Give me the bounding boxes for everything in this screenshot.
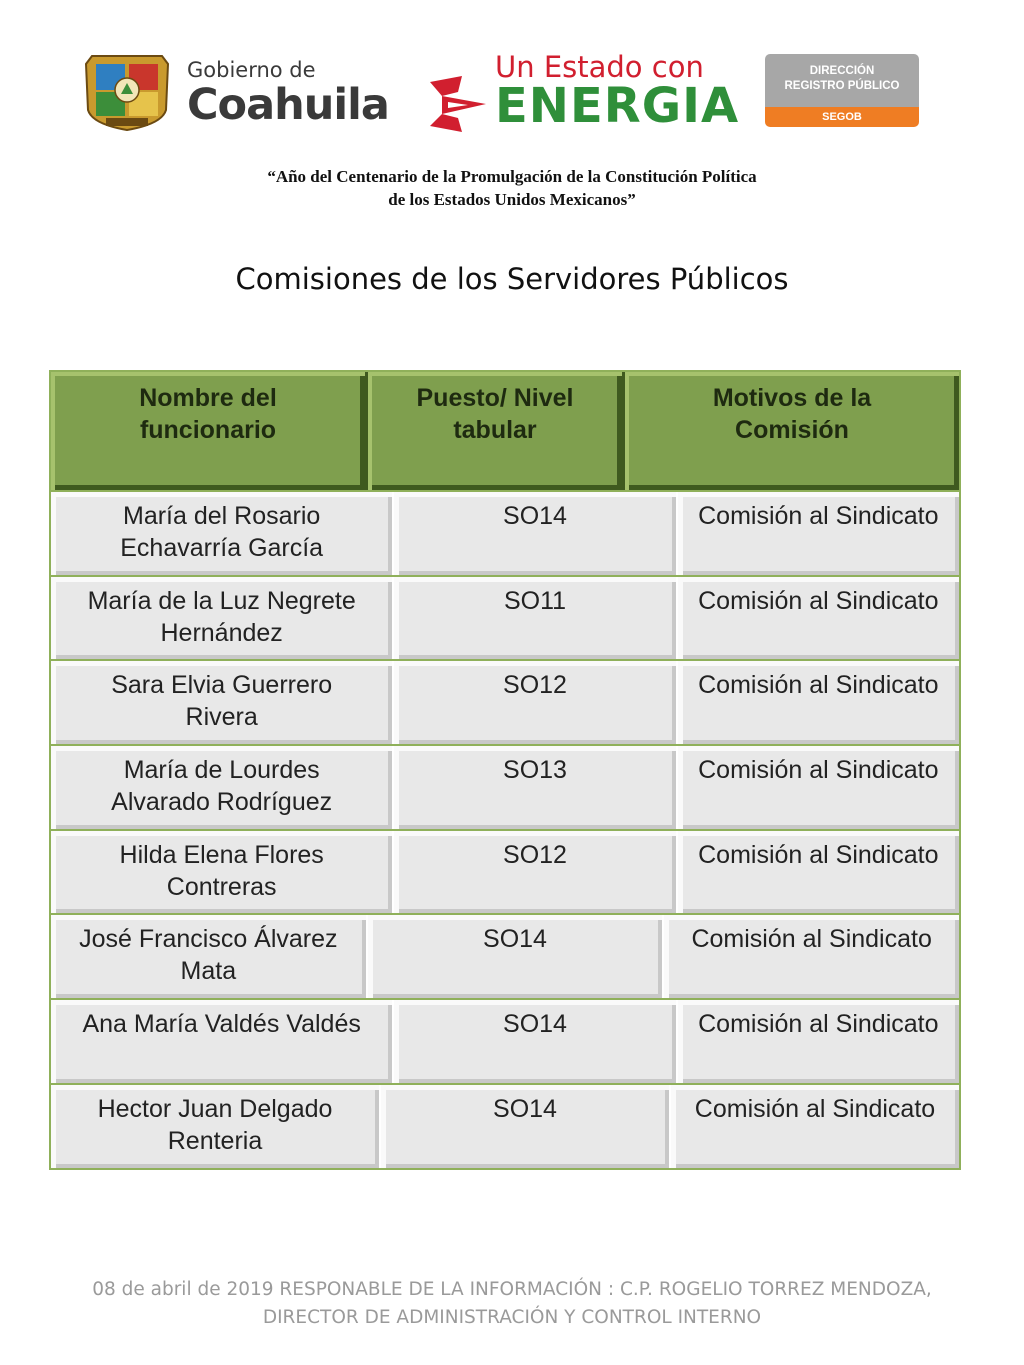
cell-motivo: Comisión al Sindicato bbox=[676, 577, 959, 660]
cell-nombre: Hector Juan Delgado Renteria bbox=[51, 1085, 379, 1168]
cell-nombre: Hilda Elena Flores Contreras bbox=[51, 831, 392, 914]
cell-puesto: SO13 bbox=[392, 746, 675, 829]
coahuila-text: Coahuila bbox=[187, 80, 389, 130]
table-header-row bbox=[51, 372, 959, 492]
cell-motivo: Comisión al Sindicato bbox=[676, 492, 959, 575]
year-motto bbox=[0, 165, 1024, 211]
table-row bbox=[51, 915, 959, 1000]
cell-nombre: María del Rosario Echavarría García bbox=[51, 492, 392, 575]
gobierno-de-text: Gobierno de bbox=[187, 58, 316, 82]
cell-nombre: Sara Elvia Guerrero Rivera bbox=[51, 661, 392, 744]
cell-nombre: Ana María Valdés Valdés bbox=[51, 1000, 392, 1083]
cell-nombre: María de la Luz Negrete Hernández bbox=[51, 577, 392, 660]
table-row bbox=[51, 661, 959, 746]
header-motivos: Motivos de la Comisión bbox=[622, 372, 959, 490]
table-row bbox=[51, 1000, 959, 1085]
table-row bbox=[51, 1085, 959, 1168]
table-row bbox=[51, 746, 959, 831]
un-estado-con-energia-logo bbox=[428, 50, 738, 136]
cell-puesto: SO14 bbox=[379, 1085, 669, 1168]
motto-line-2: de los Estados Unidos Mexicanos” bbox=[388, 190, 636, 209]
cell-puesto: SO11 bbox=[392, 577, 675, 660]
cell-puesto: SO14 bbox=[392, 1000, 675, 1083]
header-nombre: Nombre del funcionario bbox=[51, 372, 365, 490]
cell-motivo: Comisión al Sindicato bbox=[662, 915, 959, 998]
footer-line-2: DIRECTOR DE ADMINISTRACIÓN Y CONTROL INTERNO bbox=[262, 1307, 762, 1328]
table-row bbox=[51, 492, 959, 577]
cell-puesto: SO12 bbox=[392, 831, 675, 914]
cell-motivo: Comisión al Sindicato bbox=[676, 831, 959, 914]
energia-text: ENERGIA bbox=[495, 78, 740, 134]
table-row bbox=[51, 831, 959, 916]
coahuila-coat-of-arms-logo bbox=[82, 50, 172, 132]
direccion-text: DIRECCIÓN bbox=[809, 65, 875, 77]
registro-top-panel bbox=[765, 54, 919, 107]
gobierno-coahuila-logo bbox=[187, 58, 389, 128]
table-row bbox=[51, 577, 959, 662]
registro-publico-badge bbox=[765, 54, 919, 127]
commissions-table bbox=[49, 370, 961, 1170]
energia-mark-icon bbox=[428, 74, 490, 134]
footer-responsible-info bbox=[0, 1276, 1024, 1332]
cell-motivo: Comisión al Sindicato bbox=[669, 1085, 959, 1168]
cell-motivo: Comisión al Sindicato bbox=[676, 661, 959, 744]
cell-nombre: María de Lourdes Alvarado Rodríguez bbox=[51, 746, 392, 829]
motto-line-1: “Año del Centenario de la Promulgación de la Constitución Política bbox=[267, 167, 757, 186]
header-puesto: Puesto/ Nivel tabular bbox=[365, 372, 622, 490]
cell-motivo: Comisión al Sindicato bbox=[676, 1000, 959, 1083]
cell-motivo: Comisión al Sindicato bbox=[676, 746, 959, 829]
cell-puesto: SO14 bbox=[366, 915, 663, 998]
un-estado-con-text: Un Estado con bbox=[495, 50, 704, 84]
segob-text: SEGOB bbox=[765, 107, 919, 127]
cell-nombre: José Francisco Álvarez Mata bbox=[51, 915, 366, 998]
page-title: Comisiones de los Servidores Públicos bbox=[235, 262, 789, 296]
cell-puesto: SO14 bbox=[392, 492, 675, 575]
cell-puesto: SO12 bbox=[392, 661, 675, 744]
footer-line-1: 08 de abril de 2019 RESPONABLE DE LA INFORMACIÓN : C.P. ROGELIO TORREZ MENDOZA, bbox=[92, 1279, 932, 1300]
registro-publico-text: REGISTRO PÚBLICO bbox=[784, 80, 900, 92]
